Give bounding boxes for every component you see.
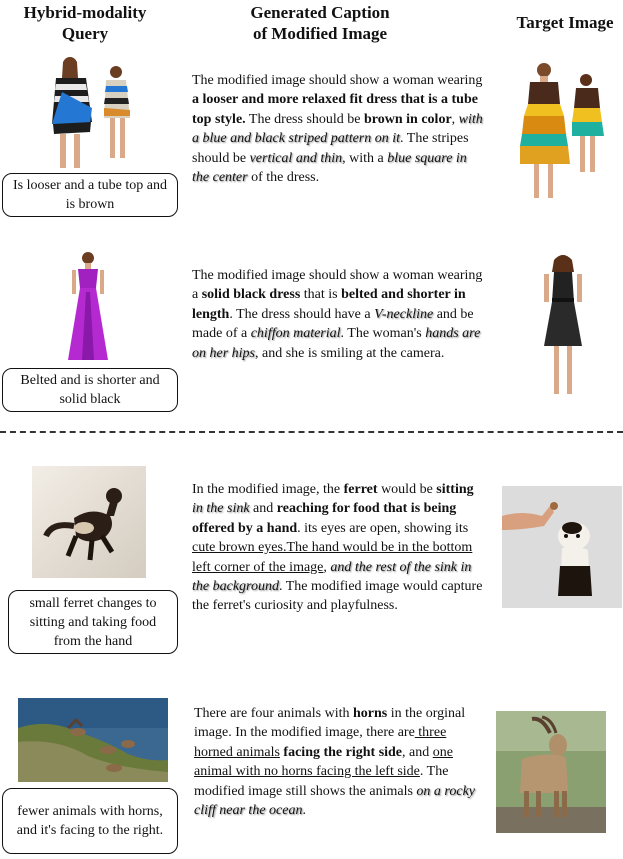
caption-bold-phrase: solid black dress bbox=[201, 287, 301, 303]
query-image-ibex-on-cliff bbox=[18, 698, 168, 782]
caption-italic-phrase: vertical and thin bbox=[249, 150, 343, 166]
caption-text: , and bbox=[402, 744, 433, 760]
caption-italic-phrase: blue square in the center bbox=[192, 150, 467, 186]
caption-bold-phrase: brown in color bbox=[364, 111, 452, 127]
query-text-box: Belted and is shorter and solid black bbox=[2, 368, 178, 412]
caption-text: , with a bbox=[342, 150, 388, 166]
query-image-purple-gown bbox=[60, 248, 116, 364]
caption-italic-phrase: in the sink bbox=[192, 501, 250, 517]
caption-underlined-phrase: one animal with no horns facing the left side bbox=[194, 744, 453, 780]
caption-text: , bbox=[451, 111, 459, 127]
caption-text: and be made of a bbox=[192, 306, 474, 342]
caption-italic-phrase: hands are on her hips bbox=[192, 326, 481, 361]
target-image-ferret-with-hand bbox=[502, 486, 622, 608]
caption-italic-phrase: and the rest of the sink in the background bbox=[192, 559, 472, 595]
caption-bold-phrase: ferret bbox=[343, 482, 378, 497]
caption-text: of the dress. bbox=[247, 170, 320, 186]
caption-bold-phrase: horns bbox=[353, 706, 388, 721]
caption-italic-phrase: with a blue and black striped pattern on it bbox=[192, 111, 483, 147]
query-image-striped-dress bbox=[40, 52, 136, 172]
caption-text: . The dress should have a bbox=[229, 306, 375, 322]
section-divider bbox=[0, 431, 623, 433]
caption-text: . its eyes are open, showing its bbox=[297, 520, 469, 536]
caption-underlined-phrase: cute brown eyes. bbox=[192, 540, 287, 556]
caption-text: that is bbox=[300, 287, 342, 303]
caption-italic-phrase: V-neckline bbox=[374, 306, 434, 322]
caption-text: and bbox=[249, 501, 277, 517]
query-text-box: small ferret changes to sitting and taking food from the hand bbox=[8, 590, 178, 654]
query-image-ferret-in-sink bbox=[32, 466, 146, 578]
caption-bold-phrase: belted and shorter in length bbox=[192, 287, 466, 322]
target-image-black-dress bbox=[534, 250, 592, 400]
caption-bold-phrase: a looser and more relaxed fit dress that is a tube top style. bbox=[192, 92, 478, 127]
caption-italic-phrase: chiffon material bbox=[250, 326, 341, 342]
target-image-ibex bbox=[496, 711, 606, 833]
generated-caption bbox=[194, 704, 486, 820]
caption-text: , bbox=[323, 559, 331, 575]
caption-bold-phrase: reaching for food that is being offered by a hand bbox=[192, 501, 457, 536]
caption-text: . The stripes should be bbox=[192, 131, 469, 166]
query-text-box: Is looser and a tube top and is brown bbox=[2, 173, 178, 217]
caption-text: There are four animals with bbox=[194, 706, 353, 721]
target-column-header: Target Image bbox=[516, 13, 614, 32]
generated-caption bbox=[192, 480, 487, 616]
generated-caption bbox=[192, 71, 484, 187]
query-column-header: Hybrid-modality Query bbox=[23, 3, 147, 43]
caption-bold-phrase: sitting bbox=[436, 482, 474, 497]
caption-text: . bbox=[302, 803, 306, 819]
caption-text: The dress should be bbox=[245, 111, 365, 127]
caption-italic-phrase: on a rocky cliff near the ocean bbox=[194, 783, 475, 819]
target-image-tube-dress bbox=[520, 60, 606, 202]
caption-underlined-phrase: The hand would be in the bottom left corner of the image bbox=[192, 540, 473, 575]
caption-column-header: Generated Caption of Modified Image bbox=[250, 3, 390, 43]
caption-text: The modified image should show a woman wearing bbox=[192, 73, 483, 88]
caption-bold-phrase: facing the right side bbox=[283, 744, 403, 760]
caption-text: in the orginal image. In the modified image, there are bbox=[194, 706, 466, 741]
caption-text: The modified image should show a woman wearing a bbox=[192, 268, 483, 303]
caption-text: . The woman's bbox=[340, 326, 426, 342]
caption-text: In the modified image, the bbox=[192, 482, 344, 497]
caption-text: . The modified image still shows the animals bbox=[194, 764, 449, 799]
caption-text: , and she is smiling at the camera. bbox=[255, 345, 445, 361]
query-text-box: fewer animals with horns, and it's facing to the right. bbox=[2, 788, 178, 854]
caption-text: would be bbox=[377, 482, 437, 497]
caption-text: . The modified image would capture the ferret's curiosity and playfulness. bbox=[192, 579, 483, 614]
generated-caption bbox=[192, 266, 484, 363]
caption-underlined-phrase: three horned animals bbox=[194, 725, 447, 760]
